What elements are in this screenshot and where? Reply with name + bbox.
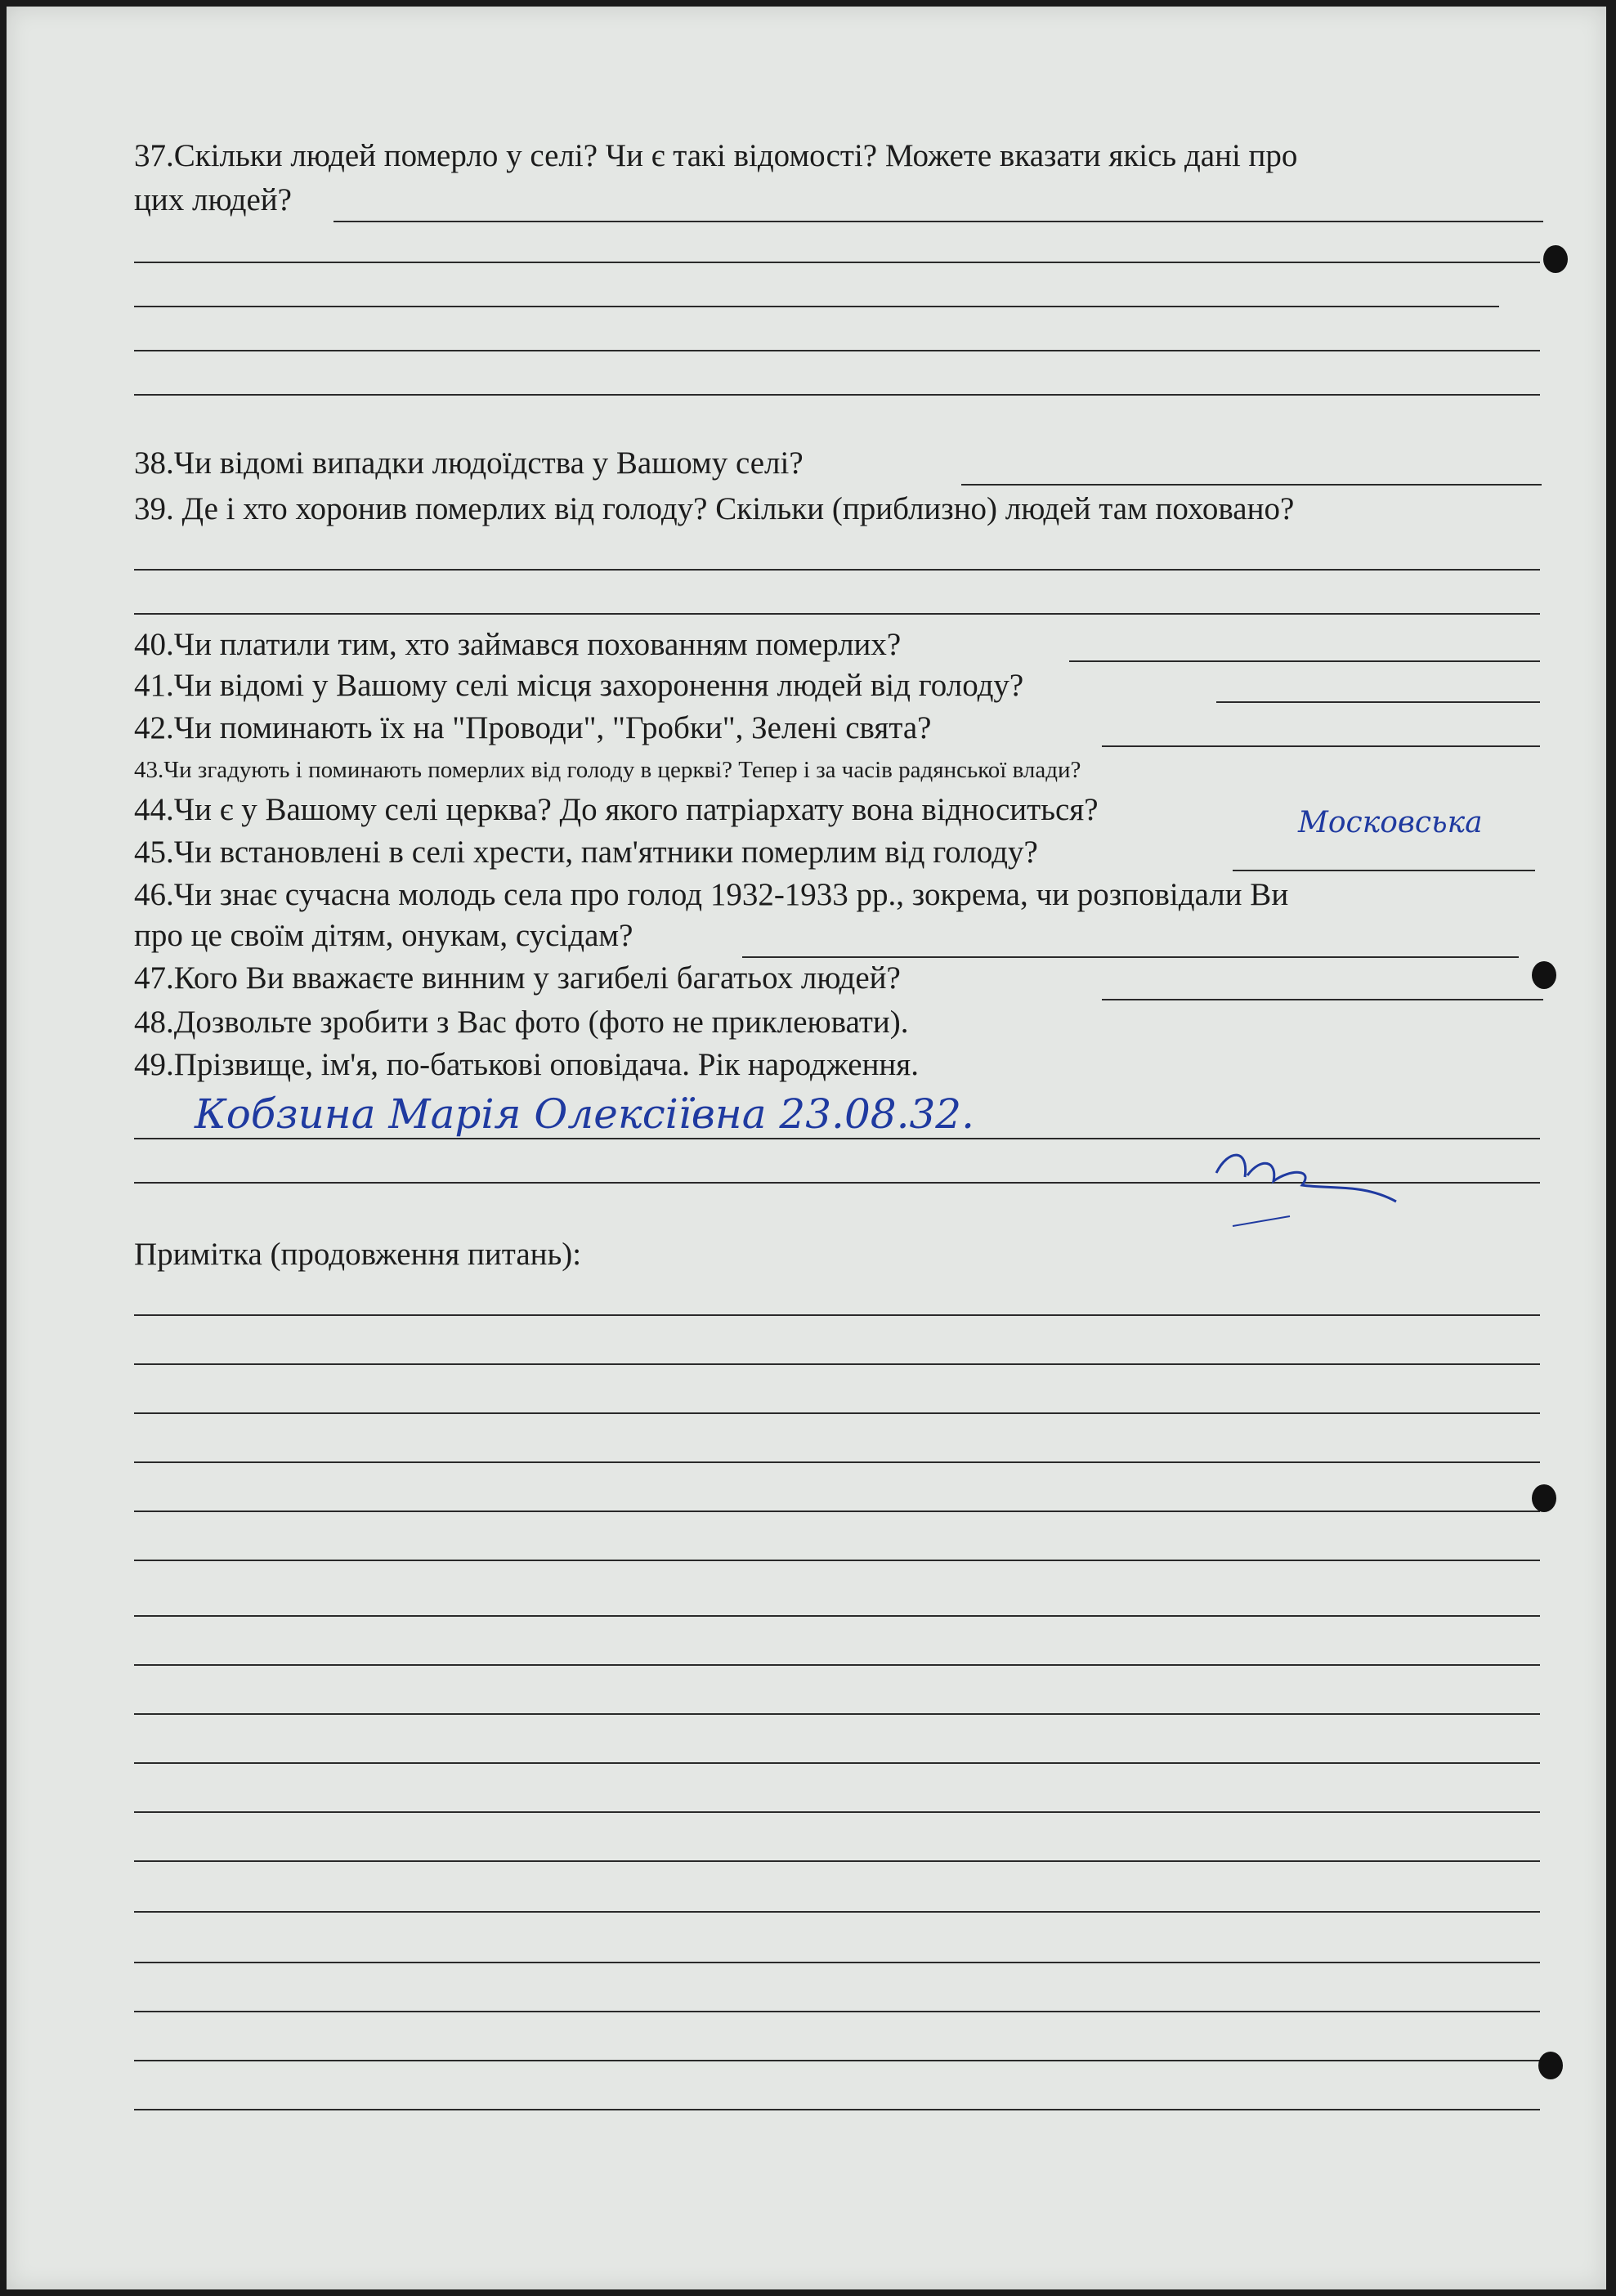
punch-hole: [1532, 1484, 1556, 1512]
note-line: [134, 2060, 1540, 2061]
note-line: [134, 1860, 1540, 1862]
answer-line: [134, 1138, 1540, 1139]
answer-line: [1069, 660, 1540, 662]
note-line: [134, 1911, 1540, 1913]
note-line: [134, 1811, 1540, 1813]
q44-handwritten-answer: [1298, 798, 1576, 851]
punch-hole: [1538, 2052, 1563, 2079]
answer-line: [134, 350, 1540, 351]
note-line: [134, 1664, 1540, 1666]
questionnaire-page: [7, 7, 1606, 2289]
punch-hole: [1543, 245, 1568, 273]
answer-line: [1233, 870, 1535, 871]
note-label: Примітка (продовження питань):: [134, 1237, 582, 1272]
handwritten-signature: [1200, 1144, 1412, 1238]
q44-answer-text: Московська: [1298, 806, 1483, 839]
note-line: [134, 1363, 1540, 1365]
q49-answer-text: Кобзина Марія Олексіївна 23.08.32.: [195, 1090, 974, 1138]
note-line: [134, 1762, 1540, 1764]
note-line: [134, 1962, 1540, 1963]
question-40: 40.Чи платили тим, хто займався похованням померлих?: [134, 627, 902, 662]
answer-line: [333, 221, 1543, 222]
question-42: 42.Чи поминають їх на "Проводи", "Гробки", Зелені свята?: [134, 710, 932, 745]
answer-line: [1216, 701, 1540, 703]
note-line: [134, 2109, 1540, 2110]
question-41: 41.Чи відомі у Вашому селі місця захоронення людей від голоду?: [134, 668, 1024, 703]
question-44: 44.Чи є у Вашому селі церква? До якого патріархату вона відноситься?: [134, 792, 1099, 827]
note-line: [134, 2011, 1540, 2012]
question-46-line1: 46.Чи знає сучасна молодь села про голод 1932-1933 рр., зокрема, чи розповідали Ви: [134, 877, 1289, 912]
answer-line: [134, 262, 1540, 263]
punch-hole: [1532, 961, 1556, 989]
question-37-line2: цих людей?: [134, 182, 292, 217]
question-38: 38.Чи відомі випадки людоїдства у Вашому селі?: [134, 445, 804, 481]
note-line: [134, 1713, 1540, 1715]
answer-line: [134, 394, 1540, 396]
note-line: [134, 1412, 1540, 1414]
question-46-line2: про це своїм дітям, онукам, сусідам?: [134, 918, 633, 953]
answer-line: [134, 613, 1540, 615]
note-line: [134, 1560, 1540, 1561]
answer-line: [134, 569, 1540, 571]
question-47: 47.Кого Ви вважаєте винним у загибелі багатьох людей?: [134, 960, 901, 996]
question-39: 39. Де і хто хоронив померлих від голоду? Скільки (приблизно) людей там поховано?: [134, 491, 1295, 526]
note-line: [134, 1461, 1540, 1463]
question-49: 49.Прізвище, ім'я, по-батькові оповідача. Рік народження.: [134, 1047, 919, 1082]
note-line: [134, 1511, 1540, 1512]
question-48: 48.Дозвольте зробити з Вас фото (фото не приклеювати).: [134, 1005, 909, 1040]
question-43: 43.Чи згадують і поминають померлих від голоду в церкві? Тепер і за часів радянської влади?: [134, 757, 1081, 783]
question-45: 45.Чи встановлені в селі хрести, пам'ятники померлим від голоду?: [134, 835, 1038, 870]
answer-line: [742, 956, 1519, 958]
answer-line: [1102, 999, 1543, 1000]
answer-line: [134, 306, 1499, 307]
question-37-line1: 37.Скільки людей померло у селі? Чи є такі відомості? Можете вказати якісь дані про: [134, 138, 1298, 173]
note-line: [134, 1615, 1540, 1617]
answer-line: [1102, 745, 1540, 747]
answer-line: [961, 484, 1542, 486]
note-line: [134, 1314, 1540, 1316]
